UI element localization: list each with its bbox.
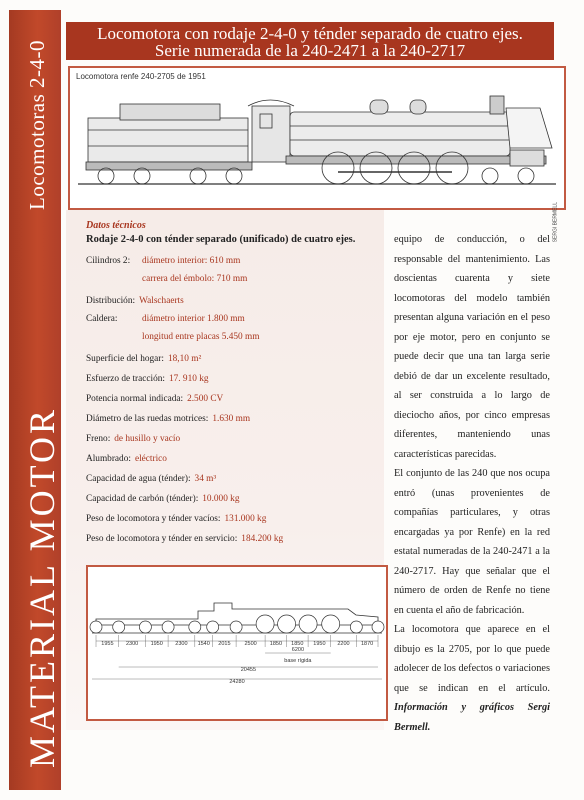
wheel (162, 621, 174, 633)
tech-row-label: Potencia normal indicada: (86, 394, 184, 404)
tech-row (86, 494, 239, 504)
tech-row-label: Caldera: (86, 314, 118, 324)
tech-row (86, 454, 167, 464)
tech-row (86, 514, 266, 524)
tech-row (86, 354, 201, 364)
spacing-label: 1870 (360, 641, 374, 647)
spacing-label: 1955 (101, 641, 114, 647)
tech-row-value: 184.200 kg (241, 534, 284, 544)
spacing-label: 1540 (197, 641, 210, 647)
spacing-label: 2300 (125, 641, 139, 647)
tech-row-value: 17. 910 kg (168, 374, 209, 384)
tech-row-value: 2.500 CV (187, 394, 224, 404)
paragraph-2: El conjunto de las 240 que nos ocupa entró (unas provenientes de compañías particulares, y otras encargadas ya por Renfe) en la red estatal numeradas de la 240-2471 a la 240-2717. Hay que señalar que el número de orden de Renfe no tiene en cuenta el año de fabricación. (394, 468, 550, 616)
dimension-diagram (86, 565, 388, 721)
spacing-label: 2300 (175, 641, 188, 647)
wheel (350, 621, 362, 633)
spacing-label: 2500 (244, 641, 257, 647)
wheel (90, 621, 102, 633)
paragraph-3-text: La locomotora que aparece en el dibujo es la 2705, por lo que puede adolecer de los defectos o variaciones que se indican en el artículo. (394, 624, 550, 694)
spacing-label: 2200 (337, 641, 350, 647)
wheel (299, 615, 317, 633)
tech-row-label: Esfuerzo de tracción: (86, 374, 165, 384)
total-length-value: 24280 (229, 679, 245, 685)
side-label-bottom: MATERIAL MOTOR (22, 406, 62, 768)
tech-row (86, 256, 241, 266)
wheel (113, 621, 125, 633)
tech-row-value: 34 m³ (194, 474, 217, 484)
side-label-top: Locomotoras 2-4-0 (25, 39, 49, 210)
tech-row-value: carrera del émbolo: 710 mm (142, 274, 248, 284)
tech-row-value: diámetro interior: 610 mm (142, 256, 241, 266)
wheelbase-value: 20455 (240, 667, 257, 673)
spacing-label: 1950 (313, 641, 326, 647)
tech-row (86, 534, 283, 544)
tech-row (86, 434, 180, 444)
tech-row (86, 394, 223, 404)
wheel (207, 621, 219, 633)
tech-row (86, 314, 245, 324)
tech-row-value: diámetro interior 1.800 mm (142, 314, 245, 324)
tech-row-value: 131.000 kg (224, 514, 267, 524)
tech-row-label: Peso de locomotora y ténder vacíos: (86, 514, 221, 524)
wheel (278, 615, 296, 633)
dimension-drawing (88, 567, 386, 719)
drawing-signature: SERGI BERMELL (552, 202, 558, 243)
tech-row-label: Capacidad de agua (ténder): (86, 474, 191, 484)
article-text (394, 230, 550, 737)
wheel (189, 621, 201, 633)
tech-row (86, 374, 209, 384)
locomotive-illustration (70, 68, 564, 208)
base-rigida-value: 6200 (291, 647, 305, 653)
spacing-label: 2015 (218, 641, 231, 647)
tech-row (86, 474, 216, 484)
base-rigida-label: base rígida (284, 658, 312, 664)
tech-row-value: 18,10 m² (167, 354, 202, 364)
tech-row-label: Alumbrado: (86, 454, 131, 464)
tech-row-label: Capacidad de carbón (ténder): (86, 494, 199, 504)
title-line-1: Locomotora con rodaje 2-4-0 y ténder separado de cuatro ejes. (97, 24, 523, 43)
tech-row (86, 296, 184, 306)
tech-row-label: Freno: (86, 434, 111, 444)
credit-text: Información y gráficos Sergi Bermell. (394, 702, 550, 733)
tech-row-label: Cilindros 2: (86, 256, 131, 266)
wheel (372, 621, 384, 633)
tech-row-label: Distribución: (86, 296, 136, 306)
tech-row-value: de husillo y vacío (114, 434, 181, 444)
page-title (66, 22, 554, 60)
tech-row-label: Peso de locomotora y ténder en servicio: (86, 534, 238, 544)
paragraph-3 (394, 620, 550, 737)
spacing-label: 1950 (150, 641, 163, 647)
tech-row-value: 10.000 kg (202, 494, 240, 504)
tech-row-value: Walschaerts (139, 296, 184, 306)
paragraph-1: equipo de conducción, o del responsable del mantenimiento. Las doscientas cuarenta y siete locomotoras del modelo también presentan alguna variación en el peso por eje motor, pero en conjunto se puede decir que una tan larga serie debió de dar un excelente resultado, al ser construida a lo largo de dieciocho años, por cinco empresas diferentes, manteniendo unas características parecidas. (394, 234, 550, 460)
tech-rows (86, 256, 386, 586)
wheel (256, 615, 274, 633)
tech-row (86, 332, 259, 342)
tech-row-value: eléctrico (134, 454, 167, 464)
wheel (322, 615, 340, 633)
tech-row-value: longitud entre placas 5.450 mm (142, 332, 260, 342)
tech-row-value: 1.630 mm (212, 414, 251, 424)
spacing-label: 1850 (269, 641, 283, 647)
spacing-label: 1850 (291, 641, 304, 647)
tech-row (86, 414, 250, 424)
tech-row (86, 274, 247, 284)
title-line-2: Serie numerada de la 240-2471 a la 240-2717 (154, 41, 466, 60)
tech-title: Datos técnicos (86, 220, 146, 231)
tech-row-label: Diámetro de las ruedas motrices: (86, 414, 209, 424)
wheel (139, 621, 151, 633)
wheel (230, 621, 242, 633)
drawing-caption: Locomotora renfe 240-2705 de 1951 (76, 72, 206, 81)
tech-subtitle: Rodaje 2-4-0 con ténder separado (unificado) de cuatro ejes. (86, 234, 356, 245)
side-band (9, 10, 61, 790)
tech-row-label: Superficie del hogar: (86, 354, 164, 364)
technical-data (86, 220, 386, 544)
